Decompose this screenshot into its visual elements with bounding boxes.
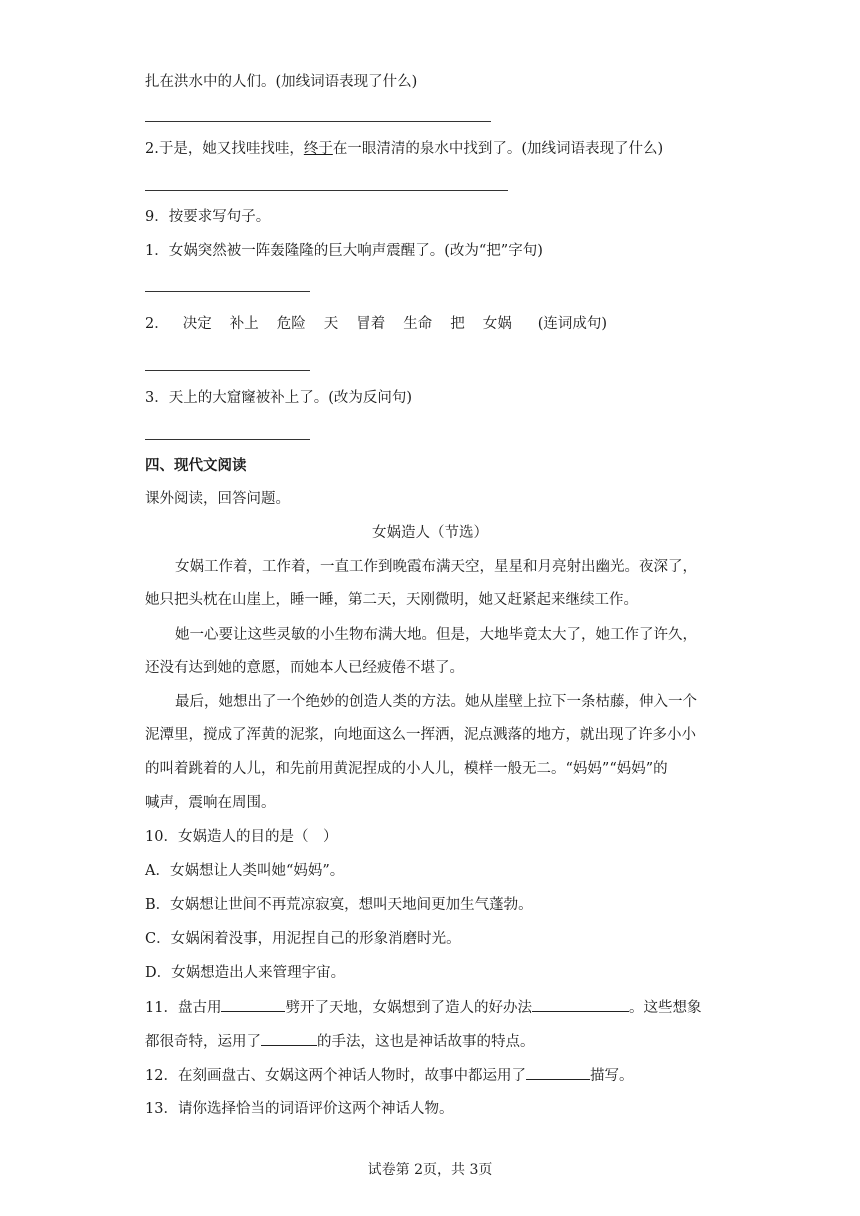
word-7: 把: [450, 316, 465, 332]
word-1: 决定: [182, 316, 212, 332]
answer-line: [145, 370, 310, 371]
question-11-line-1: [145, 997, 701, 1018]
item-2-number: 2．: [145, 316, 169, 332]
passage-line: 最后，她想出了一个绝妙的创造人类的方法。她从崖壁上拉下一条枯藤，伸入一个: [175, 694, 697, 710]
q11-text-1: 11．盘古用: [145, 1000, 222, 1016]
passage-line: 女娲工作着，工作着，一直工作到晚霞布满天空，星星和月亮射出幽光。夜深了，: [175, 559, 697, 575]
question-9-heading: 9．按要求写句子。: [145, 209, 271, 225]
question-continuation: 扎在洪水中的人们。(加线词语表现了什么): [145, 74, 418, 90]
q11-text-4: 都很奇特，运用了: [145, 1034, 261, 1050]
fill-blank-4[interactable]: [526, 1065, 590, 1080]
question-9-item-3: 3．天上的大窟窿被补上了。(改为反问句): [145, 390, 413, 406]
q12-text-1: 12．在刻画盘古、女娲这两个神话人物时，故事中都运用了: [145, 1068, 526, 1084]
word-4: 天: [323, 316, 339, 332]
section-heading: 四、现代文阅读: [145, 457, 247, 474]
question-2-prefix: 2.于是，她又找哇找哇，: [145, 141, 304, 157]
word-6: 生命: [403, 316, 433, 332]
word-5: 冒着: [356, 316, 386, 332]
question-9-item-1: 1．女娲突然被一阵轰隆隆的巨大响声震醒了。(改为“把”字句): [145, 243, 543, 259]
answer-line: [145, 190, 508, 191]
passage-line: 她只把头枕在山崖上，睡一睡，第二天，天刚微明，她又赶紧起来继续工作。: [145, 592, 638, 608]
fill-blank-3[interactable]: [261, 1031, 317, 1046]
option-c[interactable]: C．女娲闲着没事，用泥捏自己的形象消磨时光。: [145, 931, 461, 947]
option-d[interactable]: D．女娲想造出人来管理宇宙。: [145, 965, 346, 981]
passage-line: 的叫着跳着的人儿，和先前用黄泥捏成的小人儿，模样一般无二。“妈妈”“妈妈”的: [145, 761, 668, 777]
q11-text-5: 的手法，这也是神话故事的特点。: [317, 1034, 535, 1050]
fill-blank-2[interactable]: [532, 997, 629, 1012]
word-8: 女娲: [482, 316, 512, 332]
option-a[interactable]: A．女娲想让人类叫她“妈妈”。: [145, 863, 345, 879]
passage-line: 泥潭里，搅成了浑黄的泥浆，向地面这么一挥洒，泥点溅落的地方，就出现了许多小小: [145, 727, 696, 743]
word-2: 补上: [229, 316, 259, 332]
question-11-line-2: [145, 1031, 535, 1052]
item-2-note: (连词成句): [537, 316, 608, 332]
q12-text-2: 描写。: [589, 1068, 634, 1084]
q11-text-2: 劈开了天地，女娲想到了造人的好办法: [285, 1000, 532, 1016]
question-9-item-2: [145, 314, 607, 334]
answer-line: [145, 121, 491, 122]
fill-blank-1[interactable]: [221, 997, 285, 1012]
page-footer: 试卷第 2页，共 3页: [367, 1162, 493, 1178]
question-2-suffix: 在一眼清清的泉水中找到了。(加线词语表现了什么): [332, 141, 664, 157]
passage-line: 还没有达到她的意愿，而她本人已经疲倦不堪了。: [145, 660, 464, 676]
option-b[interactable]: B．女娲想让世间不再荒凉寂寞，想叫天地间更加生气蓬勃。: [145, 897, 533, 913]
underlined-word: 终于: [303, 141, 333, 157]
word-3: 危险: [276, 316, 306, 332]
q11-text-3: 。这些想象: [628, 1000, 702, 1016]
question-13: 13．请你选择恰当的词语评价这两个神话人物。: [145, 1101, 454, 1117]
answer-line: [145, 439, 310, 440]
question-12: [145, 1065, 633, 1086]
answer-line: [145, 291, 310, 292]
passage-title: 女娲造人（节选）: [372, 525, 488, 541]
question-10-stem: 10．女娲造人的目的是（ ）: [145, 829, 338, 845]
passage-line: 喊声，震响在周围。: [145, 795, 276, 811]
question-2-text: [145, 139, 663, 159]
passage-line: 她一心要让这些灵敏的小生物布满大地。但是，大地毕竟太大了，她工作了许久，: [175, 627, 697, 643]
section-intro: 课外阅读，回答问题。: [145, 491, 290, 507]
